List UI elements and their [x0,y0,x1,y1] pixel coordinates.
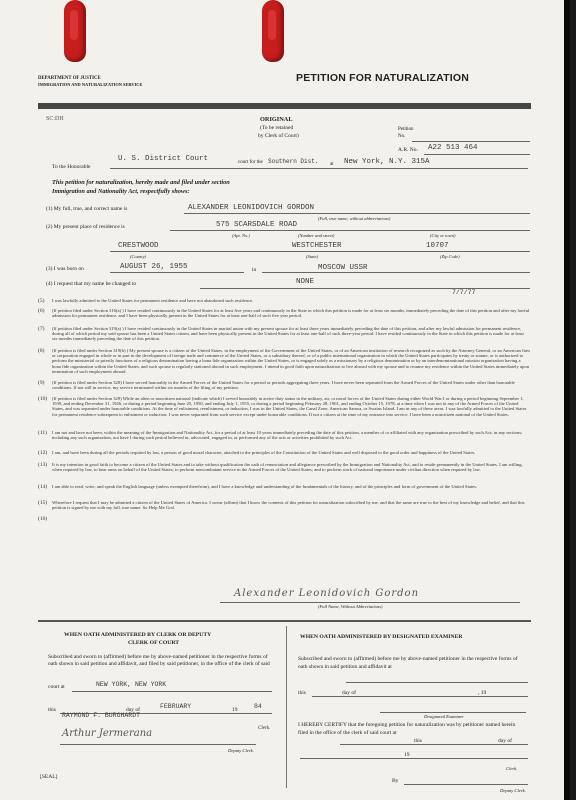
box-divider [286,626,287,788]
court-for-label: court for the [238,160,263,165]
ar-no-value: A22 513 464 [428,144,478,152]
year-label-right: , 19 [478,690,487,696]
city-caption: (City or town) [430,233,456,238]
retained-line2: by Clerk of Court) [258,133,299,139]
name-value: ALEXANDER LEONIDOVICH GORDON [188,204,315,212]
born-date-field [110,272,244,273]
paragraph-text: (If petition filed under Section 316(a) ) I have resided continuously in the United States for at least five years and continuously in the State in which this petition is made for at least six months, immediately preceding the date of this petition and after my lawful admission for permanent residence, and I have been physically present in the United States for at least one-half of such five year period. [52,308,530,319]
paragraph-text [52,516,530,524]
clerk-typed-name: RAYMOND F. BURGHARDT [62,712,141,719]
court-at-label-left: court at [48,684,65,690]
residence-field [170,230,530,231]
paragraph-text: I am not and have not been, within the meaning of the Immigration and Nationality Act, for a period of at least 10 years immediately preceding the date of this petition, a member of or affiliated with any organization proscribed by such Act; in any sections; including any such organization, not have I during such period believed in, advocated, engaged in, or performed any of the acts or activities prohibited by such Act. [52,430,523,441]
born-place-field [262,272,530,273]
affidavit-at-field [346,682,528,683]
born-place: MOSCOW USSR [318,264,368,272]
left-oath-text: Subscribed and sworn to (affirmed) before me by above-named petitioner in the respective forms of oath shown in said petition and affidavit, and filed by said petitioner, in the office of the clerk of said [48,654,270,668]
ar-no-label: A.R. No. [398,147,418,153]
year2-label: 19 [404,752,410,758]
paragraph-number: (7) [38,326,45,332]
ar-no-field [424,154,530,155]
seal-label: [SEAL] [40,774,58,780]
red-binder-clip-left [64,0,86,62]
name-change-label: (4) I request that my name be changed to [46,281,137,287]
department-line: DEPARTMENT OF JUSTICE [38,76,101,81]
court-field [110,168,528,169]
form-title: PETITION FOR NATURALIZATION [296,72,469,84]
street-caption: (Number and street) [298,233,335,238]
paragraph-number: (10) [38,396,48,402]
paragraph-text: (If petition is filed under Section 328) I have served honorably in the Armed Forces of the United States for a period or periods aggregating three years. I have never been separated from the Armed Forces of the United States under other than honorable conditions. If not still in service, my service terminated within six months of the filing of my petition. [52,380,515,391]
court-location: New York, N.Y. 315A [344,158,430,166]
deputy-label-left: Deputy Clerk. [228,748,254,753]
county-field [110,251,530,252]
court-at-field-left [72,691,272,692]
by-label: By [392,778,399,784]
signature-line [220,602,520,603]
county-caption: (County) [130,254,146,259]
retained-line1: (To be retained [260,125,294,131]
year-value-left: 84 [254,703,262,710]
header-bar [38,103,531,109]
born-in-label: in [252,267,257,273]
court-district: Southern Dist. [268,158,319,165]
deputy-line-left [60,744,256,745]
form-code: SC:DH [46,116,64,122]
left-heading-2: CLERK OF COURT [128,640,180,646]
clerk-label-left: Clerk. [258,726,271,731]
name-change-value: NONE [296,278,315,286]
right-oath-text: Subscribed and sworn to (affirmed) before me by above-named petitioner in the respective forms of oath shown in said petition and affidavit at [298,656,518,670]
born-label: (3) I was born on [46,266,84,272]
paragraph-number: (11) [38,430,47,436]
paragraph-number: (15) [38,500,48,506]
red-binder-clip-right [262,0,284,62]
paragraph-text: Wherefore I request that I may be admitted a citizen of the United States of America. I swear (affirm) that I know the contents of this petition for naturalization subscribed by me, and that the same are true to the best of my knowledge and belief, and that this petition is signed by me with my full, true name. So Help Me God. [52,500,525,511]
name-caption: (Full, true name, without abbreviations) [318,216,391,221]
this-label-right: this [298,690,306,696]
petition-no-field [412,141,530,142]
paragraph-number: (14) [38,484,48,490]
paragraph-number: (13) [38,462,48,468]
this-label-left: this [48,707,56,713]
intro-line2: Immigration and Nationality Act, respectfully shows: [52,188,190,195]
paragraph-text: I was lawfully admitted to the United States for permanent residence and have not abandoned such residence. [52,298,254,303]
year2-field [300,758,528,759]
county-value: CRESTWOOD [118,242,159,250]
certify-field [340,744,528,745]
examiner-label: Designated Examiner [424,714,464,719]
apt-caption: (Apt. No.) [232,233,250,238]
month-value-left: FEBRUARY [160,703,192,710]
clerk-label-right: Clerk. [506,766,518,771]
certify-text: I HEREBY CERTIFY that the foregoing petition for naturalization was by petitioner named herein filed in the office of the clerk of said court at [298,722,516,736]
admission-date: 7/7/77 [452,289,476,296]
born-date: AUGUST 26, 1955 [120,263,188,271]
zip-caption: (Zip Code) [440,254,460,259]
paragraph-number: (5) [38,298,45,304]
residence-value: 575 SCARSDALE ROAD [216,221,298,229]
paragraph-text: It is my intention in good faith to become a citizen of the United States and to take without qualification the oath of renunciation and allegiance prescribed by the Immigration and Nationality Act, and to reside permanently in the United States. I am willing, when required by law, to bear arms on behalf of the United States; to perform noncombatant service in the Armed Forces of the United States; and to perform work of national importance under civilian direction when required by law. [52,462,523,473]
paragraph-number: (12) [38,450,48,456]
deputy-signature: Arthur Jermerana [62,728,153,739]
paragraph-number: (16) [38,516,48,522]
honorable-label: To the Honorable [52,164,91,170]
petition-no-label: No. [398,134,406,139]
day-of-label-right: day of [342,690,356,696]
left-heading-1: WHEN OATH ADMINISTERED BY CLERK OR DEPUTY [64,632,212,638]
petitioner-signature: Alexander Leonidovich Gordon [234,588,420,599]
paragraph-text: (If petition filed under Section 319(a) ) I have resided continuously in the United States in marital union with my present spouse for at least three years immediately preceding the date of this petition, and after my lawful admission for permanent residence, during all of which period my said spouse has been a United States citizen, and have been physically present in the United States for at least one-half of such three-year period. I have resided continuously in the State in which this petition is made for at least six months immediately preceding the date of this petition. [52,326,524,342]
paragraph-number: (8) [38,348,45,354]
paragraph-text: I am, and have been during all the periods required by law, a person of good moral character, attached to the principles of the Constitution of the United States and well disposed to the good order and happiness of the United States. [52,450,476,455]
name-field [184,213,530,214]
date-field-right [312,696,528,697]
zip-value: 10707 [426,242,449,250]
court-name: U. S. District Court [118,155,209,163]
name-change-field [200,288,530,289]
signature-caption: (Full Name, Without Abbreviations) [318,604,383,609]
petition-label: Petition [398,127,414,132]
day-of2-label: day of [498,738,512,744]
state-caption: (State) [306,254,318,259]
year-label-left: 19 [232,707,238,713]
original-label: ORIGINAL [260,116,293,123]
deputy-label-right: Deputy Clerk. [500,788,526,793]
court-at-label: at [330,162,334,167]
paragraph-text: (If petition is filed under Section 329) While an alien or noncitizen national (indicate which) I served honorably in active duty status in the military, air, or naval forces of the United States during either World War I or during a period beginning September 1, 1939, and ending December 31, 1946, or during a period beginning June 25, 1950, and ending July 1, 1955, or during a period beginning February 28, 1961, and ending October 15, 1978, at a time when I was not in any of the Armed Forces of the United States, and was separated under honorable conditions. At the time of enlistment, reenlistment, or induction, I was in the United States, the Canal Zone, American Samoa, or Swains Island. I am in any of these areas. I was lawfully admitted to the United States for permanent residence subsequent to enlistment or induction. I was never separated from such service except under honorable conditions. If not a citizen at the time of my entrance into service, I have been a noncitizen national of the United States. [52,396,527,417]
this2-label: this [414,738,422,744]
paragraph-text: I am able to read, write, and speak the English language (unless exempted therefrom), and I have a knowledge and understanding of the fundamentals of the history, and of the principles and form of government of the United States. [52,484,478,489]
right-heading: WHEN OATH ADMINISTERED BY DESIGNATED EXAMINER [300,634,463,640]
by-field [404,784,528,785]
paragraph-number: (6) [38,308,45,314]
intro-line1: This petition for naturalization, hereby made and filed under section [52,179,230,186]
examiner-line [380,712,526,713]
name-label: (1) My full, true, and correct name is [46,206,128,212]
paragraph-text: (If petition is filed under Section 319(b) ) My present spouse is a citizen of the United States, in the employment of the Government of the United States, or of an American institution of research recognized as such by the Attorney General, or an American firm or corporation engaged in whole or in part in the development of foreign trade and commerce of the United States, or a subsidiary thereof, or of a public international organization in which the United States participates by treaty or statute, or is authorized to perform the ministerial or priestly functions of a religious denomination having a bona fide organization within the United States, or is engaged solely as a missionary by a religious denomination or by an interdenominational mission organization having a bona fide organization within the United States, and such spouse is regularly stationed abroad in such employment. I intend in good faith upon naturalization to live abroad with my spouse and to resume my residence within the United States immediately upon termination of such employment abroad. [52,348,530,374]
residence-label: (2) My present place of residence is [46,224,125,230]
paragraph-number: (9) [38,380,45,386]
court-at-value-left: NEW YORK, NEW YORK [96,681,167,688]
agency-line: IMMIGRATION AND NATURALIZATION SERVICE [38,82,143,87]
scan-edge [564,0,570,800]
section-divider [38,620,531,622]
state-value: WESTCHESTER [292,242,342,250]
day-of-label-left: day of [126,707,140,713]
